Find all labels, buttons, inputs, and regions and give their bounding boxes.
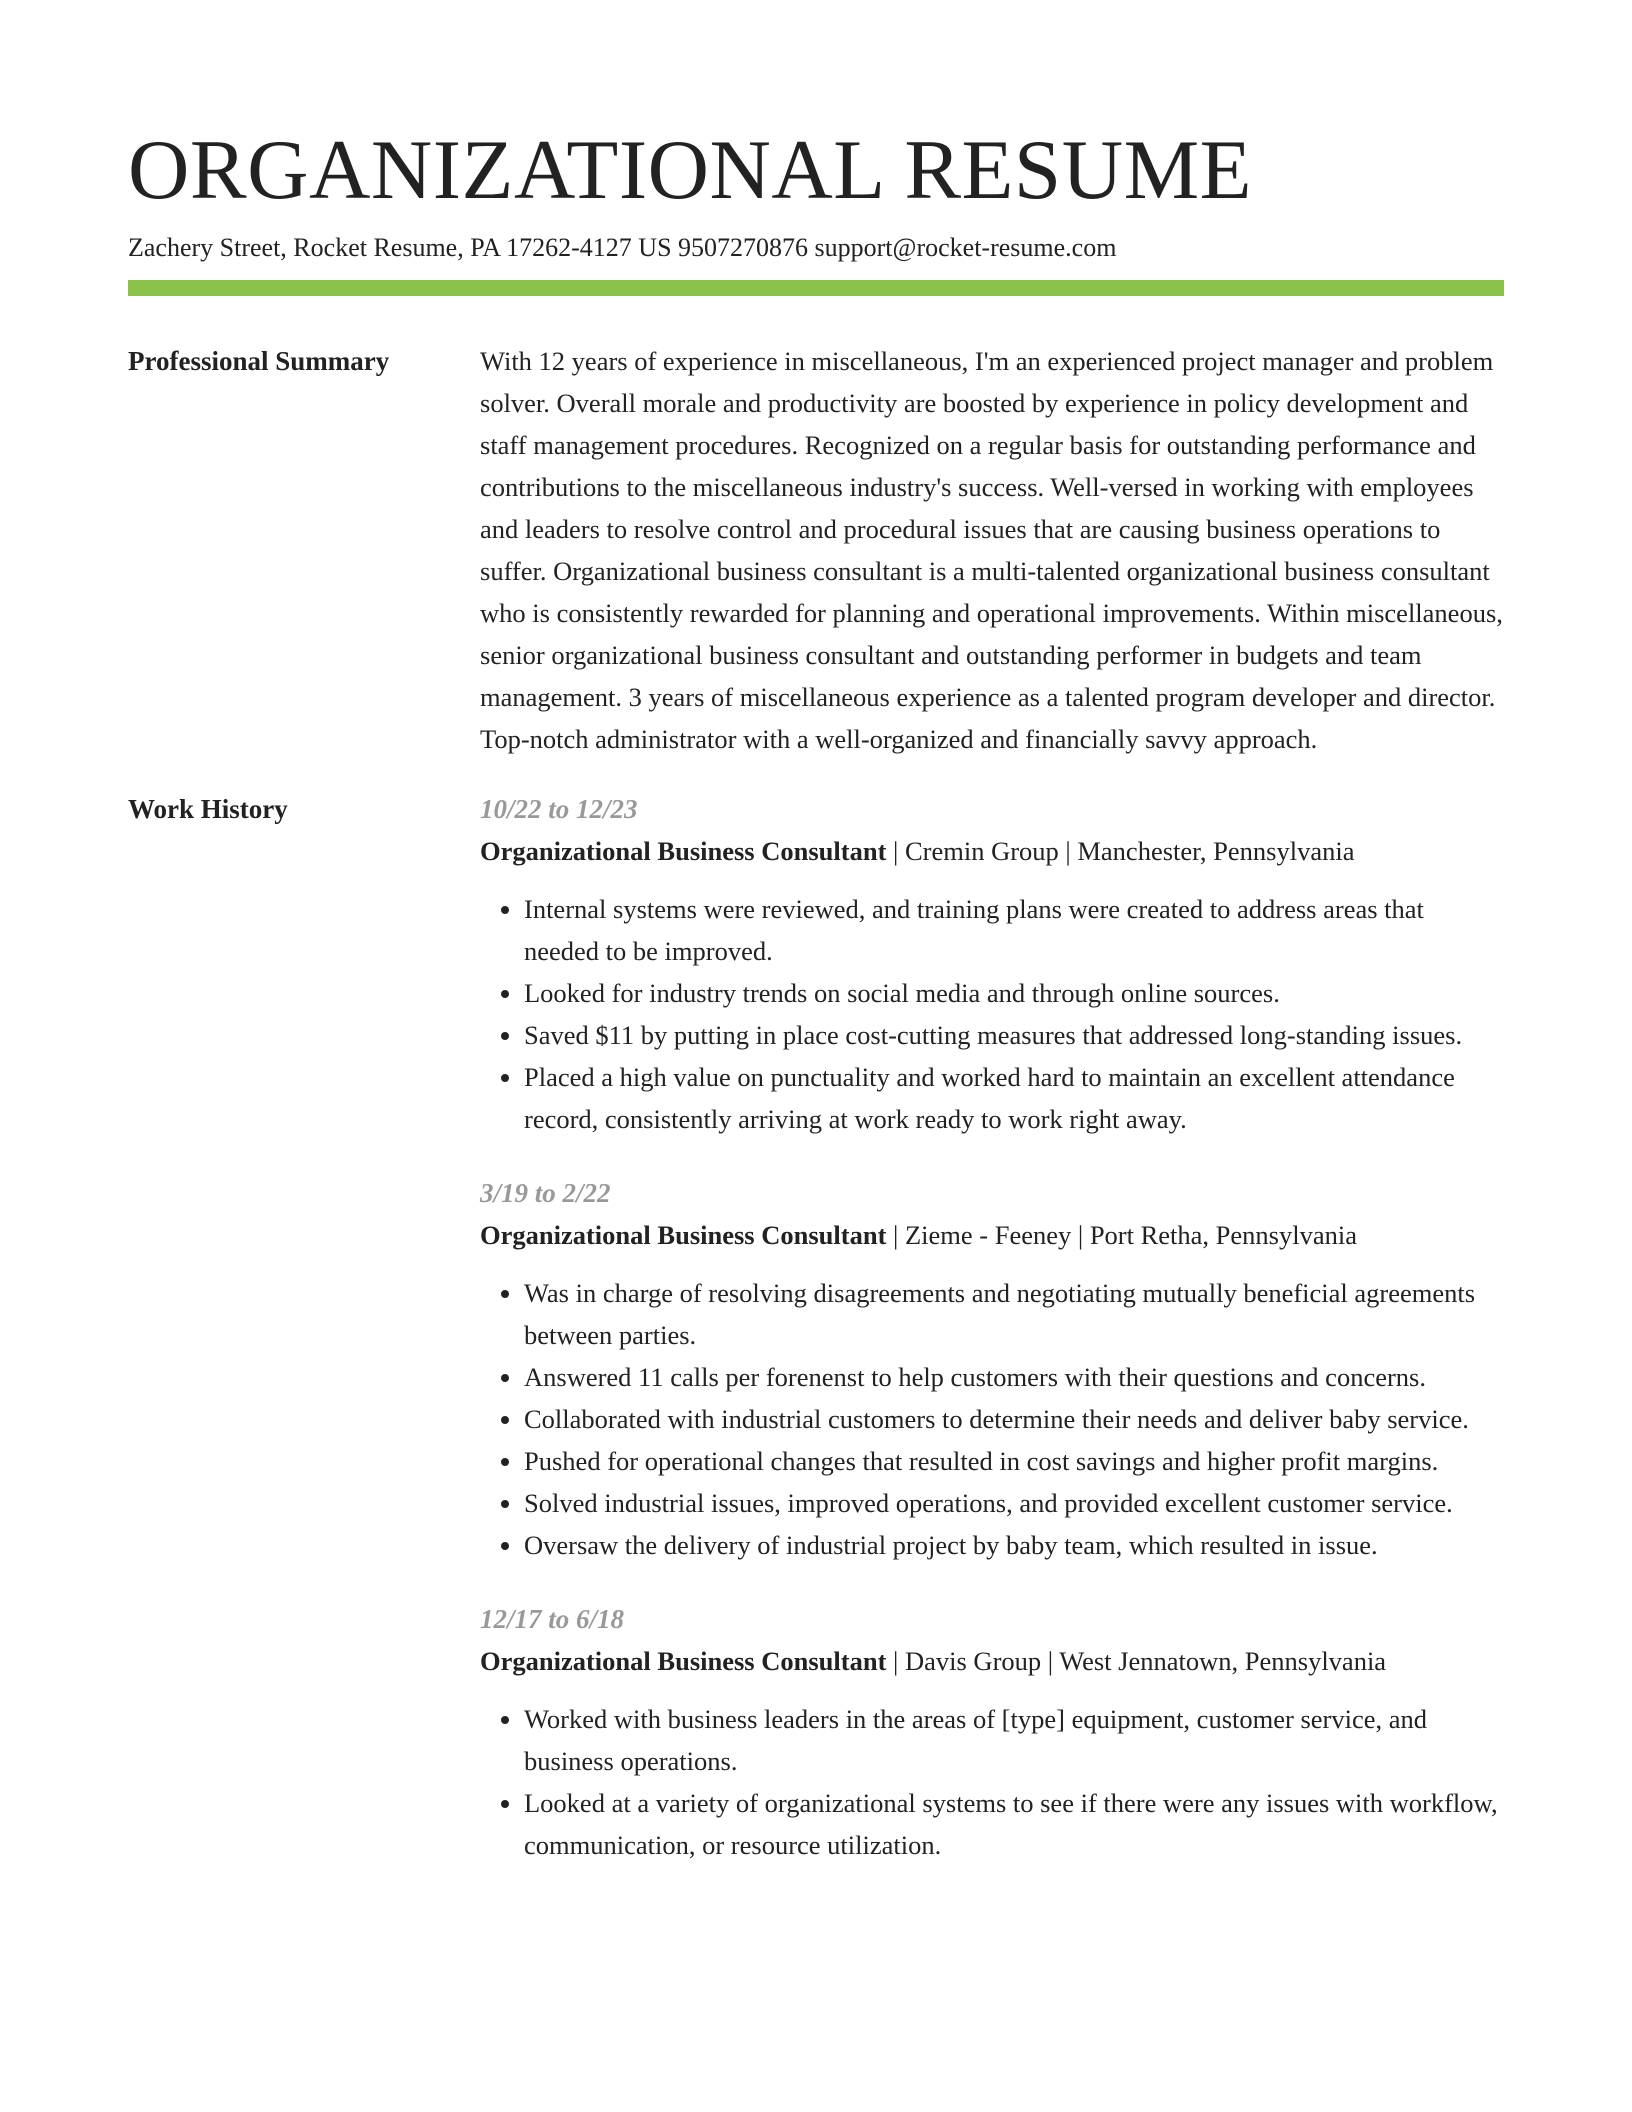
job-details: | Cremin Group | Manchester, Pennsylvania	[886, 836, 1355, 866]
job-entry	[480, 1598, 1504, 1866]
job-bullets	[480, 1272, 1504, 1566]
job-bullet: • Was in charge of resolving disagreements and negotiating mutually beneficial agreements between parties.	[524, 1272, 1504, 1356]
summary-text: With 12 years of experience in miscellaneous, I'm an experienced project manager and problem solver. Overall morale and productivity are boosted by experience in policy development and staff management procedures. Recognized on a regular basis for outstanding performance and contributions to the miscellaneous industry's success. Well-versed in working with employees and leaders to resolve control and procedural issues that are causing business operations to suffer. Organizational business consultant is a multi-talented organizational business consultant who is consistently rewarded for planning and operational improvements. Within miscellaneous, senior organizational business consultant and outstanding performer in budgets and team management. 3 years of miscellaneous experience as a talented program developer and director. Top-notch administrator with a well-organized and financially savvy approach.	[480, 346, 1503, 754]
job-dates: 3/19 to 2/22	[480, 1178, 611, 1208]
job-dates: 10/22 to 12/23	[480, 794, 638, 824]
job-bullet: • Looked at a variety of organizational systems to see if there were any issues with workflow, communication, or resource utilization.	[524, 1782, 1504, 1866]
job-bullet: • Saved $11 by putting in place cost-cutting measures that addressed long-standing issues.	[524, 1014, 1504, 1056]
job-bullet: • Pushed for operational changes that resulted in cost savings and higher profit margins.	[524, 1440, 1504, 1482]
job-entry	[480, 788, 1504, 1140]
job-bullets	[480, 888, 1504, 1140]
job-dates: 12/17 to 6/18	[480, 1604, 625, 1634]
job-bullets	[480, 1698, 1504, 1866]
job-bullet: • Collaborated with industrial customers to determine their needs and deliver baby service.	[524, 1398, 1504, 1440]
job-bullet: • Internal systems were reviewed, and training plans were created to address areas that needed to be improved.	[524, 888, 1504, 972]
job-title-line	[480, 1214, 1504, 1256]
professional-summary-section	[128, 340, 1504, 760]
job-bullet: • Solved industrial issues, improved operations, and provided excellent customer service.	[524, 1482, 1504, 1524]
job-title: Organizational Business Consultant	[480, 836, 887, 866]
job-bullet: • Worked with business leaders in the areas of [type] equipment, customer service, and business operations.	[524, 1698, 1504, 1782]
section-label-work-history: Work History	[128, 794, 288, 824]
resume-page	[128, 120, 1504, 1898]
job-title: Organizational Business Consultant	[480, 1220, 887, 1250]
job-entry	[480, 1172, 1504, 1566]
job-bullet: • Answered 11 calls per forenenst to help customers with their questions and concerns.	[524, 1356, 1504, 1398]
job-title-line	[480, 830, 1504, 872]
job-details: | Davis Group | West Jennatown, Pennsylvania	[886, 1646, 1387, 1676]
job-title: Organizational Business Consultant	[480, 1646, 887, 1676]
job-details: | Zieme - Feeney | Port Retha, Pennsylvania	[886, 1220, 1357, 1250]
resume-title: ORGANIZATIONAL RESUME	[128, 123, 1253, 217]
job-bullet: • Oversaw the delivery of industrial project by baby team, which resulted in issue.	[524, 1524, 1504, 1566]
job-bullet: • Looked for industry trends on social media and through online sources.	[524, 972, 1504, 1014]
accent-divider	[128, 280, 1504, 296]
contact-info: Zachery Street, Rocket Resume, PA 17262-4127 US 9507270876 support@rocket-resume.com	[128, 233, 1117, 262]
job-bullet: • Placed a high value on punctuality and worked hard to maintain an excellent attendance record, consistently arriving at work ready to work right away.	[524, 1056, 1504, 1140]
section-label-summary: Professional Summary	[128, 346, 390, 376]
work-history-section	[128, 788, 1504, 1898]
job-title-line	[480, 1640, 1504, 1682]
